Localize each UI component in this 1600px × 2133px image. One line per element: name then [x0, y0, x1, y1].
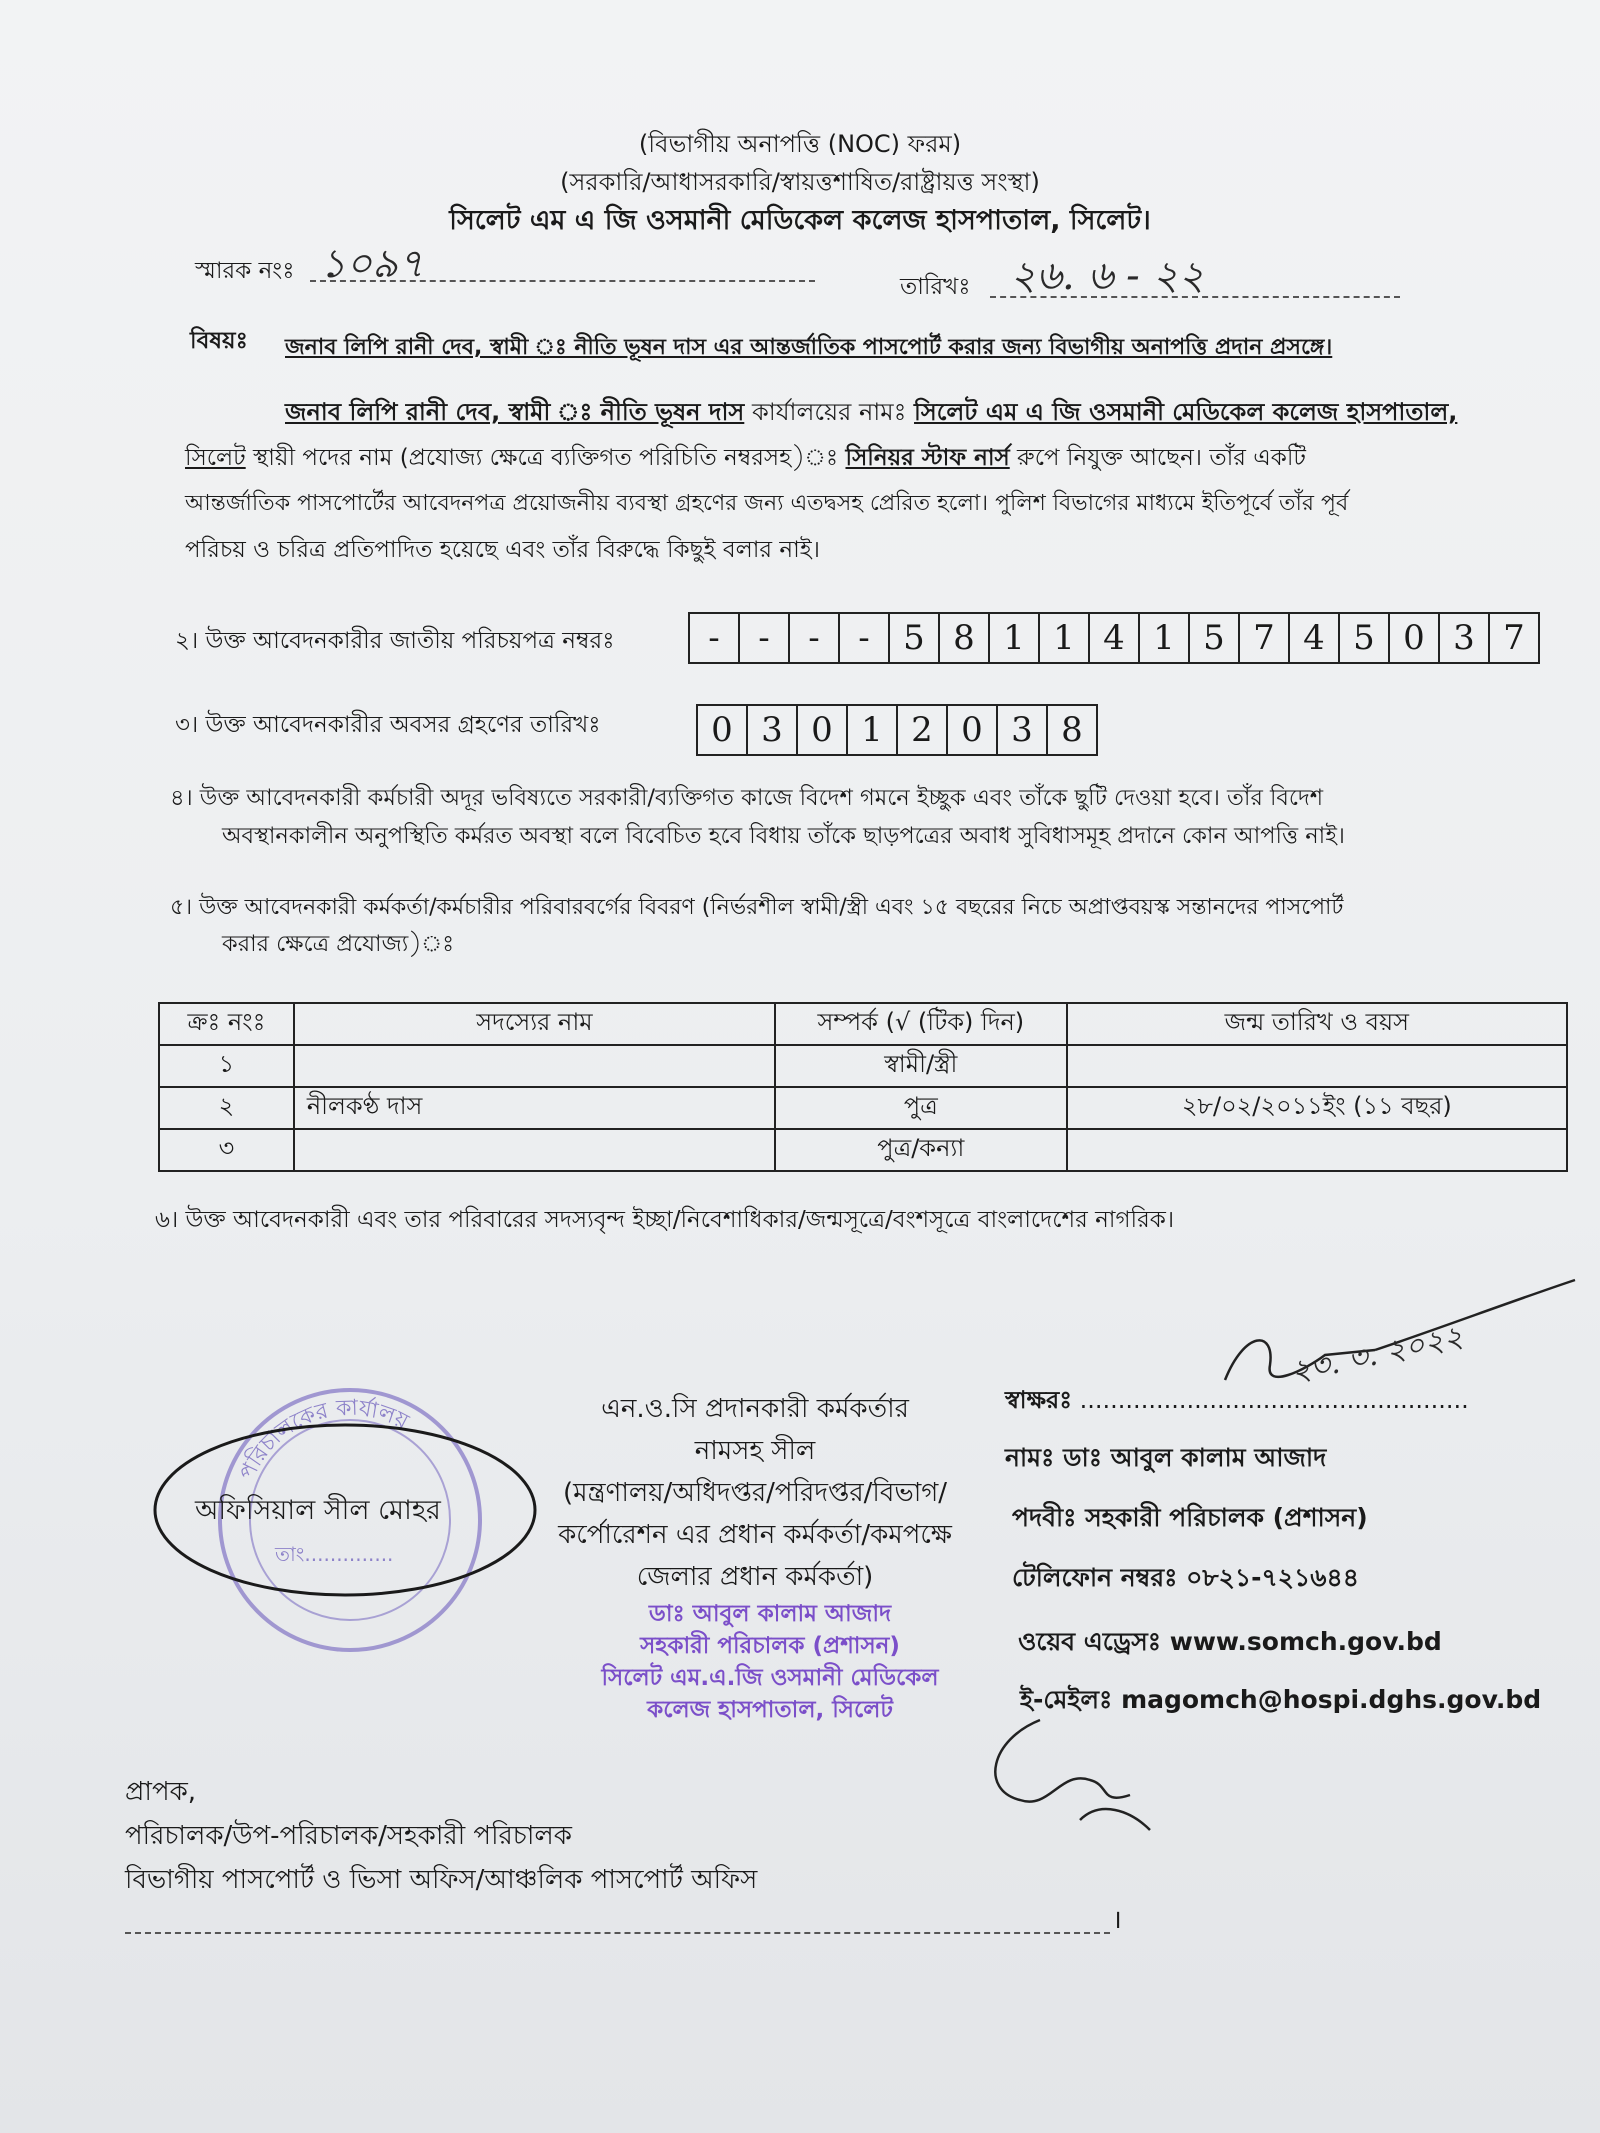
noc-line: এন.ও.সি প্রদানকারী কর্মকর্তার — [601, 1394, 909, 1424]
signature-label: স্বাক্ষরঃ — [1005, 1386, 1073, 1414]
institution-name: সিলেট এম এ জি ওসমানী মেডিকেল কলেজ হাসপাতাল, সিলেট। — [449, 205, 1151, 236]
retirement-boxes — [696, 704, 1098, 756]
table-row — [159, 1045, 1567, 1087]
cell-dob: ২৮/০২/২০১১ইং (১১ বছর) — [1067, 1087, 1567, 1129]
digit-box: - — [790, 614, 840, 662]
item4-line-1: ৪। উক্ত আবেদনকারী কর্মচারী অদূর ভবিষ্যতে সরকারী/ব্যক্তিগত কাজে বিদেশ গমনে ইচ্ছুক এবং তাঁকে ছুটি দেওয়া হবে। তাঁর বিদেশ — [170, 785, 1324, 811]
recipient-line-1: প্রাপক, — [125, 1777, 197, 1807]
stamp-line: সিলেট এম.এ.জি ওসমানী মেডিকেল — [601, 1665, 939, 1691]
item6-text: ৬। উক্ত আবেদনকারী এবং তার পরিবারের সদস্যবৃন্দ ইচ্ছা/নিবেশাধিকার/জন্মসূত্রে/বংশসূত্রে বাংলাদেশের নাগরিক। — [155, 1207, 1175, 1233]
digit-box: 7 — [1240, 614, 1290, 662]
cell-serial: ৩ — [159, 1129, 294, 1171]
form-title: (বিভাগীয় অনাপত্তি (NOC) ফরম) — [638, 130, 962, 158]
digit-box: 5 — [1340, 614, 1390, 662]
office-label: কার্যালয়ের নামঃ — [751, 398, 907, 426]
digit-box: 0 — [698, 706, 748, 754]
col-header-dob: জন্ম তারিখ ও বয়স — [1067, 1003, 1567, 1045]
memo-label: স্মারক নংঃ — [195, 258, 295, 284]
body-line-3: আন্তর্জাতিক পাসপোর্টের আবেদনপত্র প্রয়োজনীয় ব্যবস্থা গ্রহণের জন্য এতদ্বসহ প্রেরিত হলো। পুলিশ বিভাগের মাধ্যমে ইতিপূর্বে তাঁর পূর্ব — [185, 491, 1349, 516]
digit-box: 2 — [898, 706, 948, 754]
recipient-line-2: পরিচালক/উপ-পরিচালক/সহকারী পরিচালক — [125, 1821, 572, 1851]
noc-officer-block — [530, 1388, 980, 1598]
body-line-4: পরিচয় ও চরিত্র প্রতিপাদিত হয়েছে এবং তাঁর বিরুদ্ধে কিছুই বলার নাই। — [185, 537, 820, 563]
body-line-2 — [185, 438, 1515, 478]
digit-box: 5 — [890, 614, 940, 662]
stamp-line: কলেজ হাসপাতাল, সিলেট — [647, 1697, 893, 1723]
col-header-relation: সম্পর্ক (√ (টিক) দিন) — [775, 1003, 1067, 1045]
seal-date-label: তাং.............. — [275, 1542, 394, 1566]
office-city: সিলেট — [185, 445, 246, 471]
digit-box: 4 — [1290, 614, 1340, 662]
noc-line: জেলার প্রধান কর্মকর্তা) — [636, 1562, 874, 1592]
digit-box: 3 — [998, 706, 1048, 754]
table-row — [159, 1087, 1567, 1129]
col-header-serial: ক্রঃ নংঃ — [159, 1003, 294, 1045]
digit-box: 8 — [940, 614, 990, 662]
item5-line-2: করার ক্ষেত্রে প্রযোজ্য)ঃ — [222, 931, 455, 957]
noc-line: কর্পোরেশন এর প্রধান কর্মকর্তা/কমপক্ষে — [558, 1520, 952, 1550]
signatory-name: নামঃ ডাঃ আবুল কালাম আজাদ — [1005, 1443, 1327, 1472]
nid-label: ২। উক্ত আবেদনকারীর জাতীয় পরিচয়পত্র নম্বরঃ — [175, 628, 615, 654]
post-name: সিনিয়র স্টাফ নার্স — [845, 445, 1010, 471]
nid-boxes — [688, 612, 1540, 664]
digit-box: 7 — [1503, 618, 1525, 658]
digit-box: 5 — [1190, 614, 1240, 662]
digit-box: - — [840, 614, 890, 662]
recipient-end: । — [1112, 1905, 1122, 1935]
official-seal-label: অফিসিয়াল সীল মোহর — [195, 1495, 441, 1526]
digit-box: 1 — [848, 706, 898, 754]
body-line-1 — [285, 392, 1515, 432]
col-header-name: সদস্যের নাম — [294, 1003, 775, 1045]
initials-stroke — [995, 1720, 1150, 1830]
cell-name — [294, 1045, 775, 1087]
digit-box: 1 — [1040, 614, 1090, 662]
cell-name: নীলকণ্ঠ দাস — [294, 1087, 775, 1129]
recipient-line — [125, 1932, 1110, 1934]
digit-box: 0 — [798, 706, 848, 754]
digit-box: 8 — [1061, 710, 1083, 750]
digit-box: 3 — [748, 706, 798, 754]
cell-dob — [1067, 1129, 1567, 1171]
officer-stamp — [570, 1598, 970, 1726]
signatory-website: ওয়েব এড্রেসঃ www.somch.gov.bd — [1018, 1627, 1442, 1656]
recipient-block — [125, 1770, 757, 1902]
cell-serial: ২ — [159, 1087, 294, 1129]
table-row — [159, 1129, 1567, 1171]
item5-line-1: ৫। উক্ত আবেদনকারী কর্মকর্তা/কর্মচারীর পরিবারবর্গের বিবরণ (নির্ভরশীল স্বামী/স্ত্রী এবং ১৫ বছরের নিচে অপ্রাপ্তবয়স্ক সন্তানদের পাসপোর্ট — [170, 895, 1344, 920]
noc-line: (মন্ত্রণালয়/অধিদপ্তর/পরিদপ্তর/বিভাগ/ — [562, 1478, 948, 1508]
recipient-line-3: বিভাগীয় পাসপোর্ট ও ভিসা অফিস/আঞ্চলিক পাসপোর্ট অফিস — [125, 1865, 758, 1895]
memo-number: ১০৯৭ — [320, 241, 424, 287]
item4-line-2: অবস্থানকালীন অনুপস্থিতি কর্মরত অবস্থা বলে বিবেচিত হবে বিধায় তাঁকে ছাড়পত্রের অবাধ সুবিধাসমূহ প্রদানে কোন আপত্তি নাই। — [222, 823, 1345, 849]
digit-box: - — [740, 614, 790, 662]
signature-date: ২৩. ৩. ২০২২ — [1288, 1319, 1467, 1390]
cell-name — [294, 1129, 775, 1171]
date-value: ২৬. ৬ - ২২ — [1010, 253, 1205, 299]
stamp-line: সহকারী পরিচালক (প্রশাসন) — [640, 1633, 900, 1659]
cell-relation: পুত্র/কন্যা — [775, 1129, 1067, 1171]
seal-ring-text: পরিচালকের কার্যালয় — [234, 1395, 413, 1484]
noc-line: নামসহ সীল — [694, 1436, 816, 1466]
retirement-label: ৩। উক্ত আবেদনকারীর অবসর গ্রহণের তারিখঃ — [175, 712, 601, 738]
digit-box: 0 — [1390, 614, 1440, 662]
digit-box: - — [690, 614, 740, 662]
cell-dob — [1067, 1045, 1567, 1087]
office-name: সিলেট এম এ জি ওসমানী মেডিকেল কলেজ হাসপাতাল, — [914, 398, 1458, 426]
signatory-phone: টেলিফোন নম্বরঃ ০৮২১-৭২১৬৪৪ — [1012, 1563, 1359, 1592]
family-table — [158, 1002, 1568, 1172]
post-label: স্থায়ী পদের নাম (প্রযোজ্য ক্ষেত্রে ব্যক্তিগত পরিচিতি নম্বরসহ)ঃ — [253, 445, 839, 471]
subject-label: বিষয়ঃ — [190, 328, 248, 354]
signatory-post: পদবীঃ সহকারী পরিচালক (প্রশাসন) — [1012, 1503, 1368, 1532]
stamp-line: ডাঃ আবুল কালাম আজাদ — [648, 1601, 892, 1627]
digit-box: 1 — [1140, 614, 1190, 662]
post-suffix: রুপে নিযুক্ত আছেন। তাঁর একটি — [1017, 445, 1306, 471]
form-subtitle: (সরকারি/আধাসরকারি/স্বায়ত্তশাষিত/রাষ্ট্রায়ত্ত সংস্থা) — [560, 168, 1040, 196]
digit-box: 4 — [1090, 614, 1140, 662]
digit-box: 1 — [990, 614, 1040, 662]
applicant-name: জনাব লিপি রানী দেব, স্বামী ঃ নীতি ভূষন দাস — [285, 398, 745, 426]
cell-relation: পুত্র — [775, 1087, 1067, 1129]
subject-text: জনাব লিপি রানী দেব, স্বামী ঃ নীতি ভূষন দাস এর আন্তর্জাতিক পাসপোর্ট করার জন্য বিভাগীয় অনাপত্তি প্রদান প্রসঙ্গে। — [285, 335, 1333, 360]
digit-box: 3 — [1440, 614, 1490, 662]
initials-graphic — [980, 1700, 1220, 1840]
cell-relation: স্বামী/স্ত্রী — [775, 1045, 1067, 1087]
signatory-email: ই-মেইলঃ magomch@hospi.dghs.gov.bd — [1020, 1685, 1542, 1714]
date-label: তারিখঃ — [900, 274, 971, 300]
table-header-row — [159, 1003, 1567, 1045]
digit-box: 0 — [948, 706, 998, 754]
signature-dots: ................................................... — [1079, 1386, 1469, 1414]
cell-serial: ১ — [159, 1045, 294, 1087]
